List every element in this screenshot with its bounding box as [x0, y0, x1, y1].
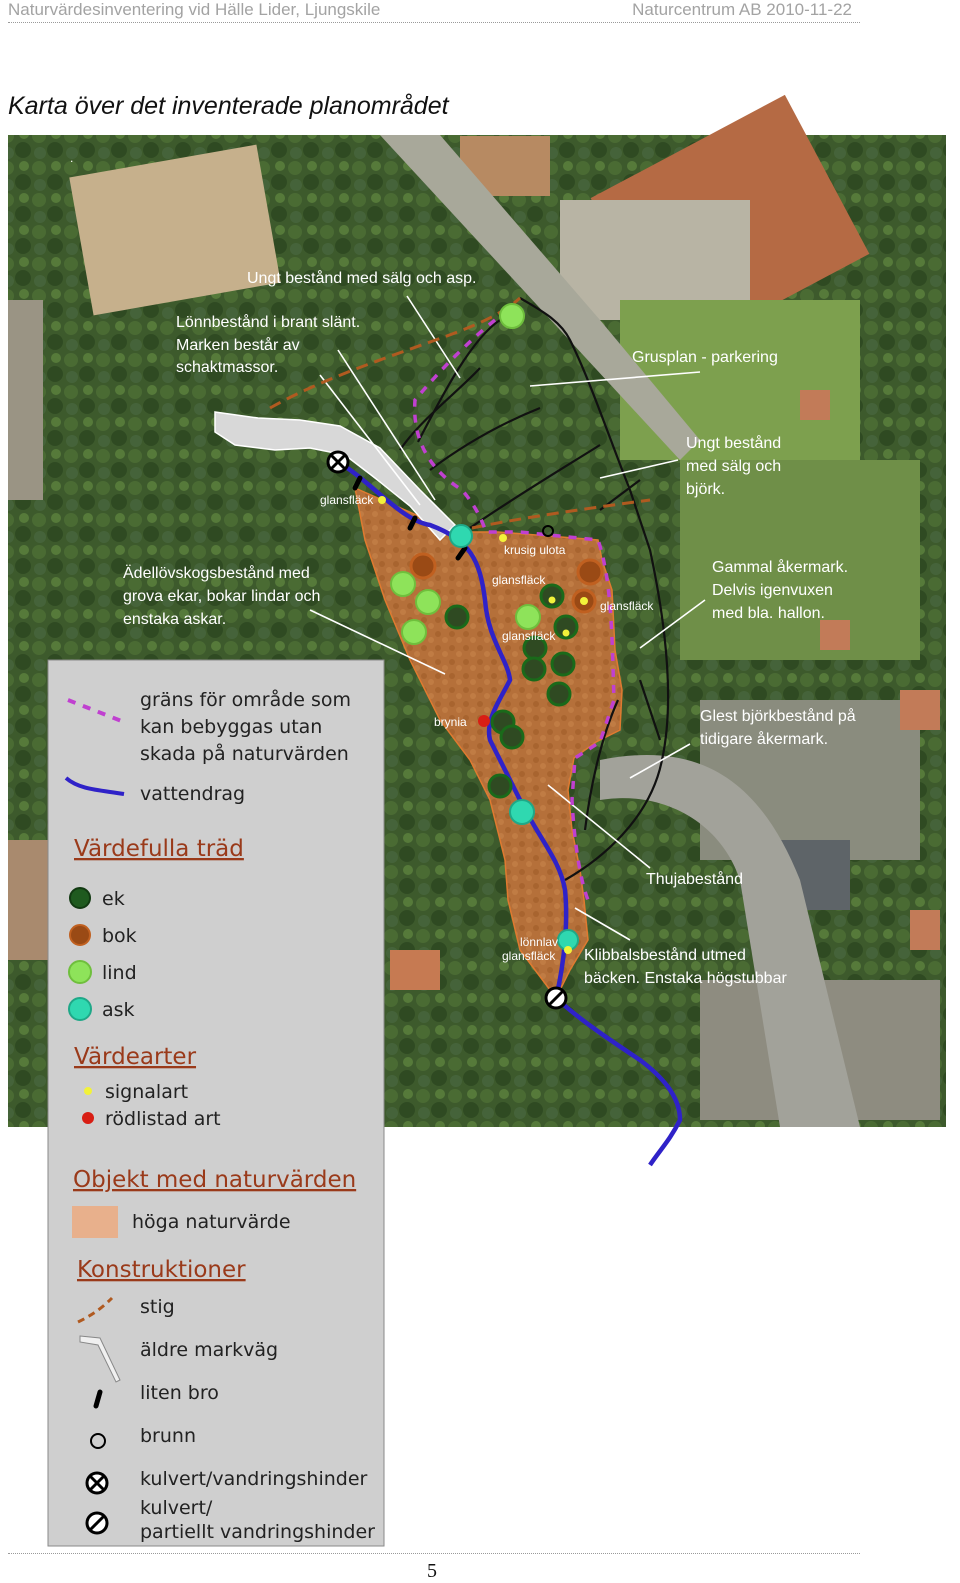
legend-boundary-line-3: skada på naturvärden	[140, 743, 349, 765]
tree-ask	[450, 525, 472, 547]
tree-ek	[552, 653, 574, 675]
legend-species-heading: Värdearter	[74, 1044, 197, 1070]
signal-species-dot	[549, 597, 556, 604]
site-label: glansfläck	[502, 949, 556, 963]
legend-objects-heading: Objekt med naturvärden	[73, 1167, 357, 1193]
legend-watercourse: vattendrag	[140, 783, 246, 805]
legend-trees-heading: Värdefulla träd	[74, 836, 244, 862]
tree-bok	[411, 554, 435, 578]
legend-redlist-species: rödlistad art	[105, 1108, 221, 1130]
annotation-maple-stand-2: Marken består av	[176, 337, 300, 354]
site-label: glansfläck	[492, 573, 546, 587]
tree-lind	[402, 620, 426, 644]
site-label: lönnlav	[520, 935, 559, 949]
signal-species-dot	[378, 496, 386, 504]
legend-high-value: höga naturvärde	[132, 1211, 291, 1233]
signal-species-icon	[84, 1087, 92, 1095]
redlist-species-dot	[478, 715, 490, 727]
site-label: glansfläck	[600, 599, 654, 613]
ash-icon	[69, 998, 91, 1020]
signal-species-dot	[563, 630, 570, 637]
annotation-sparse-birch: Glest björkbestånd på	[700, 708, 856, 725]
legend-boundary-line-2: kan bebyggas utan	[140, 716, 323, 738]
annotation-alder-stand-2: bäcken. Enstaka högstubbar	[584, 970, 787, 987]
annotation-young-willow-birch: Ungt bestånd	[686, 435, 782, 452]
footer-rule	[8, 1553, 860, 1554]
partial-barrier-icon	[546, 988, 566, 1008]
site-label: brynia	[434, 715, 467, 729]
legend-culvert-barrier: kulvert/vandringshinder	[140, 1468, 368, 1490]
site-label: krusig ulota	[504, 543, 566, 557]
tree-lind	[391, 572, 415, 596]
legend-tree-lind: lind	[102, 962, 137, 984]
legend-well: brunn	[140, 1425, 196, 1447]
annotation-young-willow-birch-2: med sälg och	[686, 458, 782, 475]
legend-signal-species: signalart	[105, 1081, 189, 1103]
legend-tree-ask: ask	[102, 999, 135, 1021]
signal-species-dot	[499, 534, 507, 542]
annotation-old-farmland-2: Delvis igenvuxen	[712, 582, 833, 599]
tree-bok	[578, 560, 602, 584]
annotation-gravel-parking: Grusplan - parkering	[632, 349, 778, 366]
legend-bridge: liten bro	[140, 1382, 219, 1404]
tree-ask	[510, 800, 534, 824]
tree-ek	[548, 683, 570, 705]
annotation-maple-stand: Lönnbestånd i brant slänt.	[176, 314, 361, 331]
legend-partial-barrier-2: partiellt vandringshinder	[140, 1521, 375, 1543]
legend-partial-barrier-1: kulvert/	[140, 1497, 213, 1519]
oak-icon	[70, 888, 90, 908]
site-label: glansfläck	[502, 629, 556, 643]
legend-old-road: äldre markväg	[140, 1339, 279, 1361]
page-title: Karta över det inventerade planområdet	[8, 92, 449, 120]
signal-species-dot	[564, 946, 572, 954]
linden-icon	[69, 961, 91, 983]
site-label: glansfläck	[320, 493, 374, 507]
tree-ek	[501, 726, 523, 748]
tree-ek	[523, 658, 545, 680]
annotation-noble-deciduous-3: enstaka askar.	[123, 611, 227, 628]
annotation-young-willow-aspen: Ungt bestånd med sälg och asp.	[247, 270, 477, 287]
legend-constructions-heading: Konstruktioner	[77, 1257, 246, 1283]
stray-mark: .	[70, 151, 74, 165]
legend-boundary-line-1: gräns för område som	[140, 689, 352, 711]
tree-ek	[446, 606, 468, 628]
high-value-swatch	[72, 1206, 118, 1238]
annotation-alder-stand: Klibbalsbestånd utmed	[584, 947, 746, 964]
annotation-maple-stand-3: schaktmassor.	[176, 359, 279, 376]
header-author-date: Naturcentrum AB 2010-11-22	[632, 0, 852, 19]
annotation-noble-deciduous-2: grova ekar, bokar lindar och	[123, 588, 321, 605]
beech-icon	[70, 925, 90, 945]
page-number: 5	[427, 1560, 437, 1582]
annotation-noble-deciduous: Ädellövskogsbestånd med	[123, 565, 310, 582]
tree-lind	[416, 590, 440, 614]
redlist-species-icon	[82, 1112, 94, 1124]
annotation-old-farmland-3: med bla. hallon.	[712, 605, 825, 622]
signal-species-dot	[580, 597, 588, 605]
tree-lind	[500, 304, 524, 328]
tree-lind	[516, 605, 540, 629]
annotation-thuja-stand: Thujabestånd	[646, 871, 743, 888]
legend-tree-bok: bok	[102, 925, 137, 947]
legend-tree-ek: ek	[102, 888, 125, 910]
annotation-young-willow-birch-3: björk.	[686, 481, 726, 498]
map-legend	[48, 660, 384, 1546]
culvert-barrier-icon	[328, 452, 348, 472]
tree-ek	[489, 775, 511, 797]
legend-path: stig	[140, 1296, 175, 1318]
culvert-barrier-icon	[87, 1473, 107, 1493]
annotation-old-farmland: Gammal åkermark.	[712, 559, 849, 576]
header-document-title: Naturvärdesinventering vid Hälle Lider, Ljungskile	[8, 0, 381, 19]
tree-ek	[541, 585, 563, 607]
annotation-sparse-birch-2: tidigare åkermark.	[700, 731, 829, 748]
partial-barrier-icon	[87, 1513, 107, 1533]
